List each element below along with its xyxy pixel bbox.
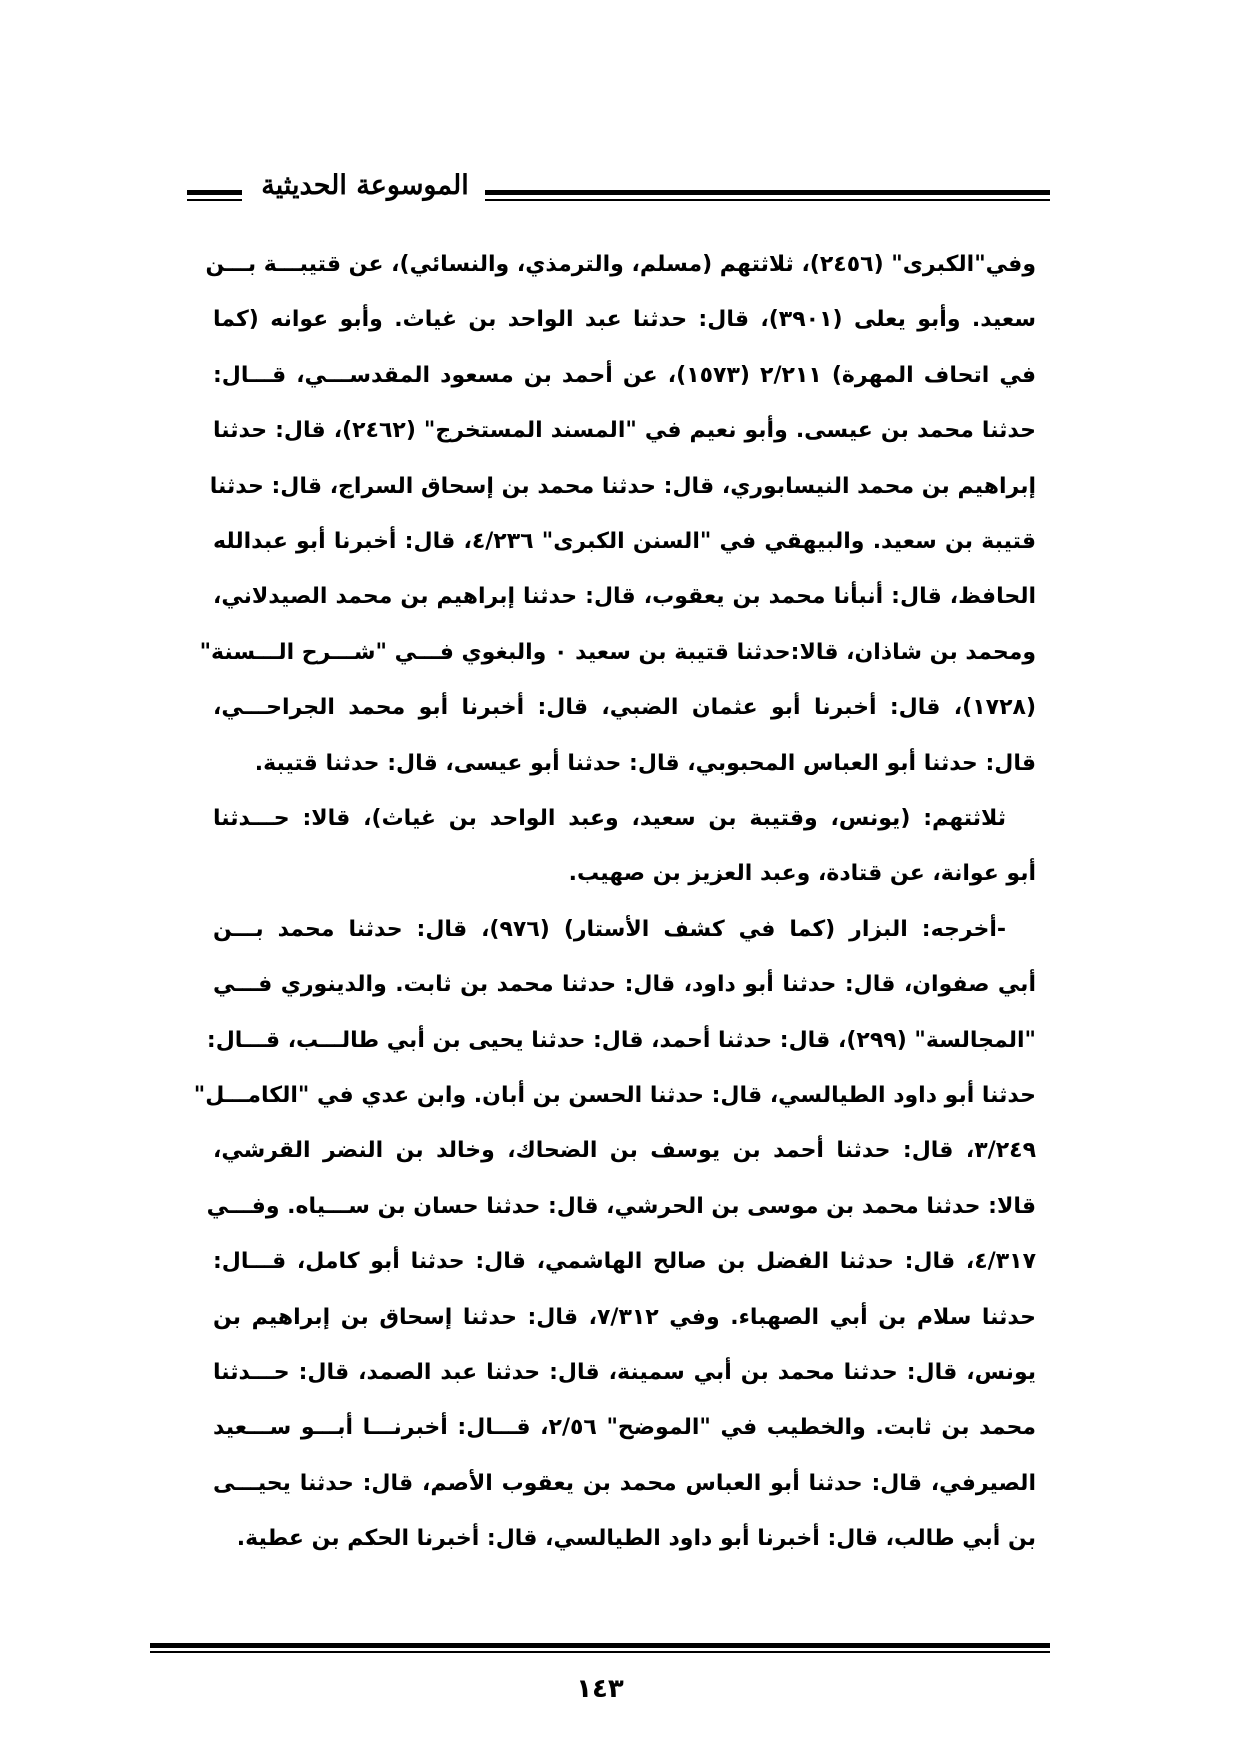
text-line: أبي صفوان، قال: حدثنا أبو داود، قال: حدثنا محمد بن ثابت. والدينوري فـــي bbox=[213, 972, 1036, 998]
text-line: ومحمد بن شاذان، قالا:حدثنا قتيبة بن سعيد ٠ والبغوي فـــي "شـــرح الـــسنة" bbox=[199, 639, 1036, 665]
header-rule-left-thick bbox=[187, 190, 242, 195]
text-line: محمد بن ثابت. والخطيب في "الموضح" ٢/٥٦، قـــال: أخبرنـــا أبـــو ســـعيد bbox=[213, 1415, 1037, 1441]
text-line: الحافظ، قال: أنبأنا محمد بن يعقوب، قال: حدثنا إبراهيم بن محمد الصيدلاني، bbox=[213, 584, 1036, 610]
text-line: وفي"الكبرى" (٢٤٥٦)، ثلاثتهم (مسلم، والترمذي، والنسائي)، عن قتيبـــة بـــن bbox=[205, 252, 1036, 277]
header-rule-right-thin bbox=[485, 199, 1050, 201]
text-line: قالا: حدثنا محمد بن موسى بن الحرشي، قال: حدثنا حسان بن ســـياه. وفـــي bbox=[206, 1193, 1036, 1219]
text-line: (١٧٢٨)، قال: أخبرنا أبو عثمان الضبي، قال: أخبرنا أبو محمد الجراحـــي، bbox=[213, 695, 1036, 721]
text-line: ٣/٢٤٩، قال: حدثنا أحمد بن يوسف بن الضحاك، وخالد بن النضر القرشي، bbox=[213, 1138, 1036, 1164]
text-line: حدثنا سلام بن أبي الصهباء. وفي ٧/٣١٢، قال: حدثنا إسحاق بن إبراهيم بن bbox=[213, 1304, 1036, 1330]
page-number: ١٤٣ bbox=[576, 1674, 624, 1704]
text-line: سعيد. وأبو يعلى (٣٩٠١)، قال: حدثنا عبد الواحد بن غياث. وأبو عوانه (كما bbox=[213, 307, 1036, 333]
text-line: قتيبة بن سعيد. والبيهقي في "السنن الكبرى" ٤/٢٣٦، قال: أخبرنا أبو عبدالله bbox=[213, 529, 1036, 554]
text-line: حدثنا أبو داود الطيالسي، قال: حدثنا الحسن بن أبان. وابن عدي في "الكامـــل" bbox=[193, 1083, 1036, 1108]
header-rule-right-thick bbox=[485, 190, 1050, 195]
header-rule-left-thin bbox=[187, 199, 242, 201]
footer-rule-thin bbox=[150, 1651, 1050, 1653]
text-line: قال: حدثنا أبو العباس المحبوبي، قال: حدثنا أبو عيسى، قال: حدثنا قتيبة. bbox=[254, 750, 1036, 776]
text-line: يونس، قال: حدثنا محمد بن أبي سمينة، قال: حدثنا عبد الصمد، قال: حـــدثنا bbox=[213, 1360, 1036, 1385]
text-line: ٤/٣١٧، قال: حدثنا الفضل بن صالح الهاشمي، قال: حدثنا أبو كامل، قـــال: bbox=[213, 1249, 1036, 1275]
footer-rule-thick bbox=[150, 1643, 1050, 1648]
text-line: -أخرجه: البزار (كما في كشف الأستار) (٩٧٦)، قال: حدثنا محمد بـــن bbox=[213, 916, 1007, 942]
text-line: الصيرفي، قال: حدثنا أبو العباس محمد بن يعقوب الأصم، قال: حدثنا يحيـــى bbox=[213, 1470, 1036, 1496]
text-line: في اتحاف المهرة) ٢/٢١١ (١٥٧٣)، عن أحمد بن مسعود المقدســـي، قـــال: bbox=[213, 362, 1036, 388]
text-line: أبو عوانة، عن قتادة، وعبد العزيز بن صهيب. bbox=[568, 861, 1036, 887]
text-line: بن أبي طالب، قال: أخبرنا أبو داود الطيالسي، قال: أخبرنا الحكم بن عطية. bbox=[236, 1526, 1036, 1552]
running-header-title: الموسوعة الحديثية bbox=[261, 170, 469, 201]
text-line: حدثنا محمد بن عيسى. وأبو نعيم في "المسند المستخرج" (٢٤٦٢)، قال: حدثنا bbox=[213, 418, 1036, 444]
text-line: "المجالسة" (٢٩٩)، قال: حدثنا أحمد، قال: حدثنا يحيى بن أبي طالـــب، قـــال: bbox=[206, 1027, 1036, 1053]
text-line: ثلاثتهم: (يونس، وقتيبة بن سعيد، وعبد الواحد بن غياث)، قالا: حـــدثنا bbox=[213, 806, 1006, 831]
text-line: إبراهيم بن محمد النيسابوري، قال: حدثنا محمد بن إسحاق السراج، قال: حدثنا bbox=[209, 473, 1036, 499]
